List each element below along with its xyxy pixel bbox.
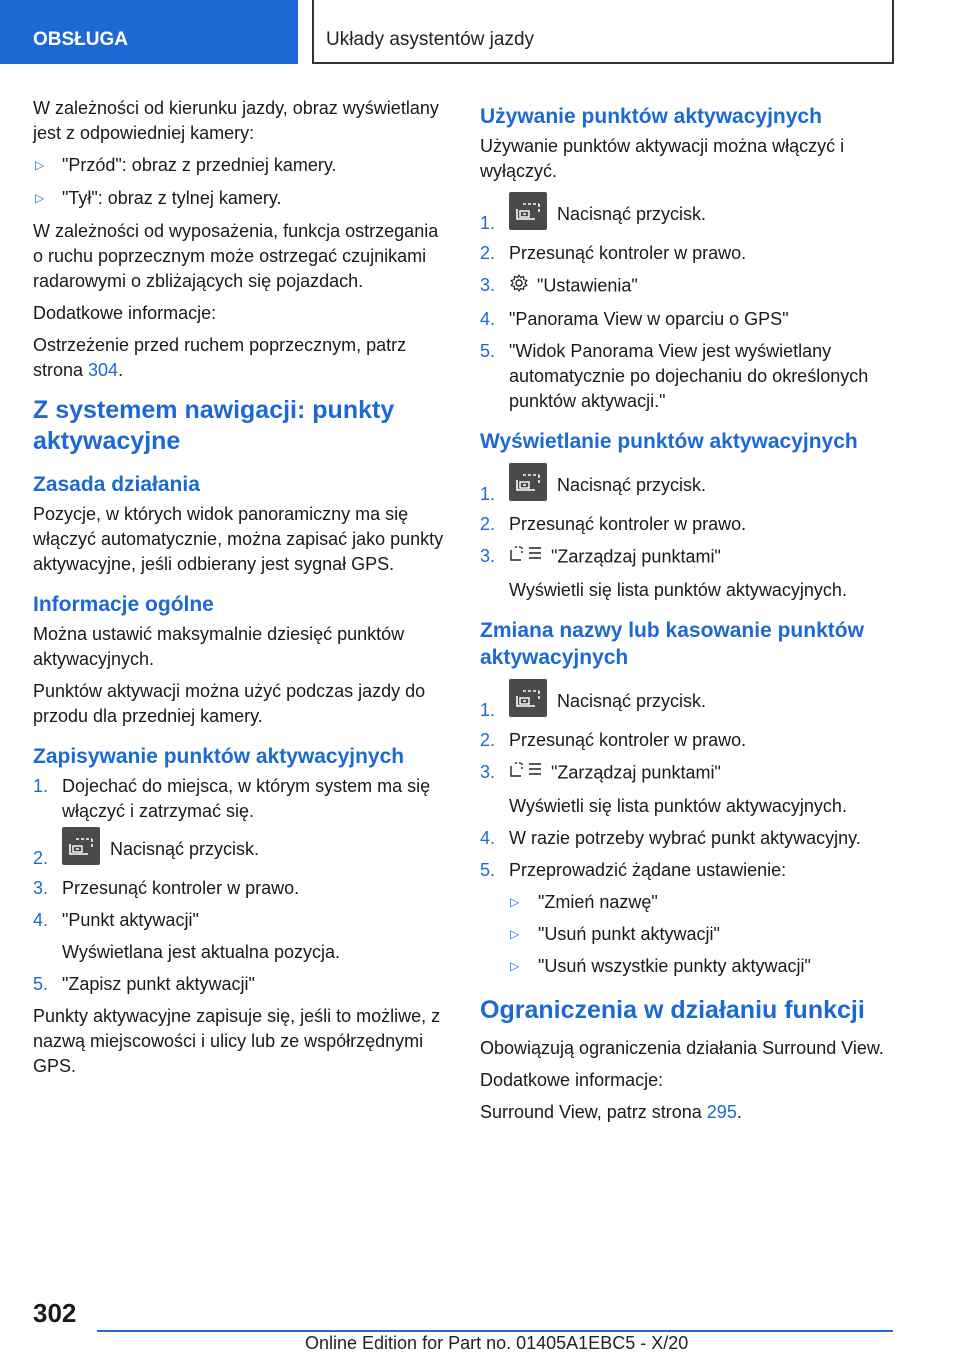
page-link[interactable]: 304 [88,360,119,380]
step-number: 1. [480,213,496,233]
list-item [33,876,447,901]
paragraph [33,333,447,383]
subsection-heading: Używanie punktów aktywacyjnych [480,105,822,128]
step-text: Przesunąć kontroler w prawo. [509,243,747,263]
subsection-heading: Zmiana nazwy lub kasowanie punktów aktywacyjnych [480,619,864,669]
list-item-text: "Tył": obraz z tylnej kamery. [62,188,282,208]
list-item-text: "Przód": obraz z przedniej kamery. [62,155,337,175]
paragraph: W zależności od wyposażenia, funkcja ostrzegania o ruchu poprzecznym może ostrzegać czujnikami radarowymi o zbliżających się pojazdach. [33,221,439,291]
manage-points-icon [509,544,543,571]
step-number: 4. [480,828,496,848]
step-number: 2. [480,243,496,263]
footer-divider [97,1330,893,1332]
paragraph: Można ustawić maksymalnie dziesięć punktów aktywacyjnych. [33,624,405,669]
paragraph: Pozycje, w których widok panoramiczny ma się włączyć automatycznie, można zapisać jako punkty aktywacyjne, jeśli odbierany jest sygnał GPS. [33,504,444,574]
sub-list-text: "Usuń punkt aktywacji" [538,924,720,944]
subsection-heading: Informacje ogólne [33,593,214,616]
paragraph: Punktów aktywacji można użyć podczas jazdy do przodu dla przedniej kamery. [33,681,426,726]
step-text: "Panorama View w oparciu o GPS" [509,309,789,329]
step-text: "Zarządzaj punktami" [551,762,721,783]
list-item [33,774,447,824]
paragraph: Dodatkowe informacje: [33,303,217,323]
step-text: Przesunąć kontroler w prawo. [509,514,747,534]
step-text: Nacisnąć przycisk. [557,474,707,495]
text: Surround View, patrz strona [480,1102,707,1122]
panorama-camera-button-icon [62,827,100,865]
list-item [480,241,905,266]
step-text: "Ustawienia" [537,275,638,296]
text: . [736,1102,742,1122]
step-number: 4. [33,910,49,930]
subsection-heading: Wyświetlanie punktów aktywacyjnych [480,430,858,453]
sub-list-text: "Usuń wszystkie punkty aktywacji" [538,956,811,976]
step-text: Przeprowadzić żądane ustawienie: [509,860,787,880]
list-item [480,760,905,787]
triangle-right-icon: ▷ [510,927,520,941]
gear-icon [509,273,529,300]
sub-list-item [480,954,905,979]
step-note: Wyświetlana jest aktualna pozycja. [62,942,340,962]
step-number: 1. [480,484,496,504]
panorama-camera-button-icon [509,463,547,501]
step-text: Nacisnąć przycisk. [557,690,707,711]
subsection-heading: Zasada działania [33,473,200,496]
page-number: 302 [33,1298,77,1328]
step-number: 1. [33,776,49,796]
step-number: 5. [33,974,49,994]
list-item [480,728,905,753]
list-item [33,831,447,869]
step-text: "Zarządzaj punktami" [551,546,721,567]
list-item [480,273,905,300]
list-item [480,544,905,571]
list-item [33,908,447,933]
panorama-camera-button-icon [509,192,547,230]
paragraph [480,1100,905,1125]
left-column [33,96,447,1086]
step-text: Dojechać do miejsca, w którym system ma się włączyć i zatrzymać się. [62,776,431,821]
paragraph: Obowiązują ograniczenia działania Surround View. [480,1038,884,1058]
step-note: Wyświetli się lista punktów aktywacyjnych. [509,580,847,600]
list-item [480,683,905,721]
list-item [480,196,905,234]
step-text: Nacisnąć przycisk. [110,838,260,859]
step-text: "Punkt aktywacji" [62,910,199,930]
paragraph: Dodatkowe informacje: [480,1070,664,1090]
sub-list-text: "Zmień nazwę" [538,892,658,912]
right-column [480,96,905,1132]
step-text: Przesunąć kontroler w prawo. [62,878,300,898]
panorama-camera-button-icon [509,679,547,717]
paragraph: Punkty aktywacyjne zapisuje się, jeśli to możliwe, z nazwą miejscowości i ulicy lub ze współrzędnymi GPS. [33,1006,441,1076]
manage-points-icon [509,760,543,787]
step-number: 3. [480,546,496,566]
step-note: Wyświetli się lista punktów aktywacyjnych. [509,796,847,816]
step-number: 3. [480,275,496,295]
text: . [118,360,124,380]
section-heading: Ograniczenia w działaniu funkcji [480,996,865,1024]
intro-paragraph: W zależności od kierunku jazdy, obraz wyświetlany jest z odpowiedniej kamery: [33,98,439,143]
list-item [480,512,905,537]
step-number: 3. [480,762,496,782]
list-item [480,339,905,414]
step-number: 2. [480,730,496,750]
sub-list-item [480,922,905,947]
list-item [480,858,905,883]
section-heading: Z systemem nawigacji: punkty aktywacyjne [33,396,395,455]
step-number: 4. [480,309,496,329]
list-item [33,972,447,997]
step-text: "Zapisz punkt aktywacji" [62,974,255,994]
list-item [480,826,905,851]
step-text: W razie potrzeby wybrać punkt aktywacyjny. [509,828,861,848]
footer-edition: Online Edition for Part no. 01405A1EBC5 - X/20 [305,1333,689,1353]
step-text: Nacisnąć przycisk. [557,203,707,224]
step-number: 2. [480,514,496,534]
step-number: 5. [480,341,496,361]
step-number: 2. [33,848,49,868]
triangle-right-icon: ▷ [510,895,520,909]
step-text: "Widok Panorama View jest wyświetlany automatycznie po dojechaniu do określonych punktów aktywacji." [509,341,869,411]
chapter-title: Układy asystentów jazdy [312,0,894,64]
text: Ostrzeżenie przed ruchem poprzecznym, patrz strona [33,335,407,380]
step-text: Przesunąć kontroler w prawo. [509,730,747,750]
list-item [33,153,447,178]
list-item [33,186,447,211]
subsection-heading: Zapisywanie punktów aktywacyjnych [33,745,405,768]
list-item [480,467,905,505]
paragraph: Używanie punktów aktywacji można włączyć i wyłączyć. [480,136,845,181]
step-number: 3. [33,878,49,898]
sub-list-item [480,890,905,915]
page-link[interactable]: 295 [706,1102,737,1122]
section-tab: OBSŁUGA [0,0,298,64]
triangle-right-icon: ▷ [35,158,45,172]
triangle-right-icon: ▷ [35,191,45,205]
step-number: 1. [480,700,496,720]
list-item [480,307,905,332]
step-number: 5. [480,860,496,880]
triangle-right-icon: ▷ [510,959,520,973]
